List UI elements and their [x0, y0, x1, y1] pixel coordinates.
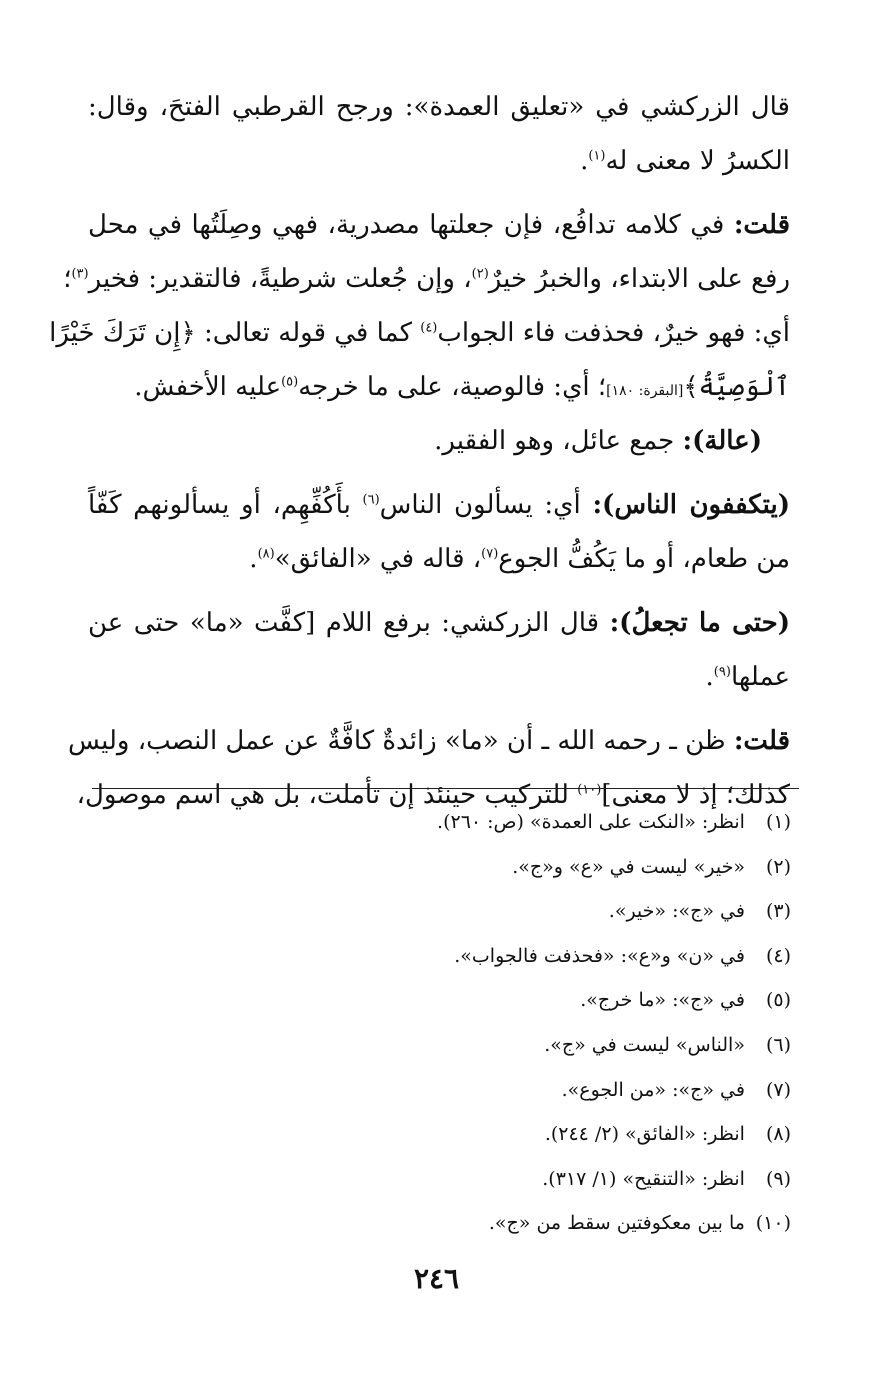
text-span: رفع على الابتداء، والخبرُ خيرٌ — [488, 264, 790, 294]
footnote-ref[interactable]: (٢) — [471, 266, 489, 282]
text-span: . — [580, 146, 589, 176]
text-span: ظن ـ رحمه الله ـ أن «ما» زائدةٌ كافَّةٌ عن عمل النصب، وليس — [67, 726, 726, 756]
footnote-text: في «ج»: «من الجوع». — [561, 1078, 745, 1101]
footnote-number: (٧) — [765, 1078, 791, 1101]
footnote-number: (١) — [765, 811, 791, 833]
text-span: ؛ أي: فالوصية، على ما خرجه — [298, 372, 607, 402]
text-span: للتركيب حينئذ إن تأملت، بل هي اسم موصول، — [76, 780, 569, 810]
footnote-text: «الناس» ليست في «ج». — [544, 1033, 745, 1056]
footnote-item — [271, 845, 791, 890]
text-span: في كلامه تدافُع، فإن جعلتها مصدرية، فهي وصِلَتُها في محل — [88, 210, 725, 240]
footnote-separator — [92, 788, 799, 789]
text-span: قال الزركشي في «تعليق العمدة»: ورجح القرطبي الفتحَ، وقال: — [88, 92, 790, 122]
paragraph-heading: (يتكففون الناس): — [592, 490, 791, 520]
footnote-ref[interactable]: (٥) — [281, 374, 299, 390]
text-line — [88, 134, 790, 188]
footnote-text: في «ج»: «ما خرج». — [580, 989, 745, 1012]
text-line — [88, 360, 790, 414]
text-span: . — [249, 544, 258, 574]
footnote-ref[interactable]: (١) — [588, 148, 606, 164]
text-span: كما في قوله تعالى: ﴿إِن تَرَكَ خَيْرًا — [49, 318, 412, 348]
quran-text: ٱلْوَصِيَّةُ﴾ — [683, 372, 790, 402]
footnote-text: انظر: «النكت على العمدة» (ص: ٢٦٠). — [437, 811, 745, 833]
text-span: ؛ — [63, 264, 72, 294]
footnote-ref[interactable]: (٩) — [713, 664, 731, 680]
footnote-item — [271, 800, 791, 845]
footnote-item — [271, 978, 791, 1023]
text-span: قال الزركشي: برفع اللام [كفَّت «ما» حتى عن — [88, 608, 600, 638]
text-line — [88, 80, 790, 134]
footnote-item — [271, 1023, 791, 1068]
text-span: أي: يسألون الناس — [379, 490, 581, 520]
footnote-item — [271, 1201, 791, 1246]
text-span: جمع عائل، وهو الفقير. — [434, 426, 675, 456]
footnote-text: في «ن» و«ع»: «فحذفت فالجواب». — [454, 944, 745, 967]
footnote-number: (٤) — [765, 944, 791, 967]
footnote-number: (٩) — [765, 1167, 791, 1190]
footnote-number: (٨) — [765, 1123, 791, 1146]
text-span: ، وإن جُعلت شرطيةً، فالتقدير: فخير — [88, 264, 472, 294]
text-span: . — [705, 662, 714, 692]
footnote-ref[interactable]: (٦) — [362, 492, 380, 508]
footnote-text: انظر: «الفائق» (٢/ ٢٤٤). — [544, 1123, 745, 1146]
footnotes — [271, 800, 791, 1246]
quran-citation: [البقرة: ١٨٠] — [606, 383, 684, 399]
footnote-ref[interactable]: (٨) — [257, 546, 275, 562]
footnote-ref[interactable]: (١٠) — [577, 782, 602, 798]
footnote-number: (٥) — [765, 989, 791, 1012]
paragraph-heading: (حتى ما تجعلُ): — [609, 608, 791, 638]
footnote-text: انظر: «التنقيح» (١/ ٣١٧). — [542, 1167, 745, 1190]
text-line — [88, 198, 790, 252]
text-line — [67, 714, 790, 768]
footnote-item — [271, 934, 791, 979]
footnote-number: (٦) — [765, 1033, 791, 1056]
text-line — [49, 306, 790, 360]
text-span: عملها — [730, 662, 790, 692]
footnote-item — [271, 1112, 791, 1157]
text-span: بأَكُفِّهِم، أو يسألونهم كَفّاً — [88, 490, 351, 520]
page-number: ٢٤٦ — [413, 1262, 460, 1295]
text-span: ، قاله في «الفائق» — [274, 544, 482, 574]
footnote-number: (٢) — [765, 855, 791, 878]
text-line — [63, 252, 790, 306]
footnote-text: «خير» ليست في «ع» و«ج». — [512, 855, 745, 878]
footnote-item — [271, 1157, 791, 1202]
footnote-ref[interactable]: (٣) — [71, 266, 89, 282]
paragraph-heading: قلت: — [733, 210, 790, 240]
footnote-number: (٣) — [765, 900, 791, 923]
footnote-text: ما بين معكوفتين سقط من «ج». — [488, 1212, 745, 1235]
text-line — [88, 650, 790, 704]
text-span: كذلك؛ إذ لا معنى] — [601, 780, 790, 810]
footnote-item — [271, 889, 791, 934]
text-span: عليه الأخفش. — [134, 372, 282, 402]
text-line — [88, 478, 790, 532]
text-line — [88, 596, 790, 650]
footnote-ref[interactable]: (٤) — [420, 320, 438, 336]
main-text — [49, 80, 791, 822]
footnote-item — [271, 1068, 791, 1113]
paragraph-heading: قلت: — [733, 726, 790, 756]
footnote-ref[interactable]: (٧) — [481, 546, 499, 562]
text-line — [88, 532, 790, 586]
paragraph-heading: (عالة): — [682, 426, 762, 456]
text-line — [88, 414, 790, 468]
text-span: الكسرُ لا معنى له — [605, 146, 790, 176]
text-span: من طعام، أو ما يَكُفُّ الجوع — [498, 544, 790, 574]
footnote-number: (١٠) — [755, 1212, 791, 1235]
footnote-text: في «ج»: «خير». — [608, 900, 745, 923]
text-span: أي: فهو خيرٌ، فحذفت فاء الجواب — [437, 318, 790, 348]
